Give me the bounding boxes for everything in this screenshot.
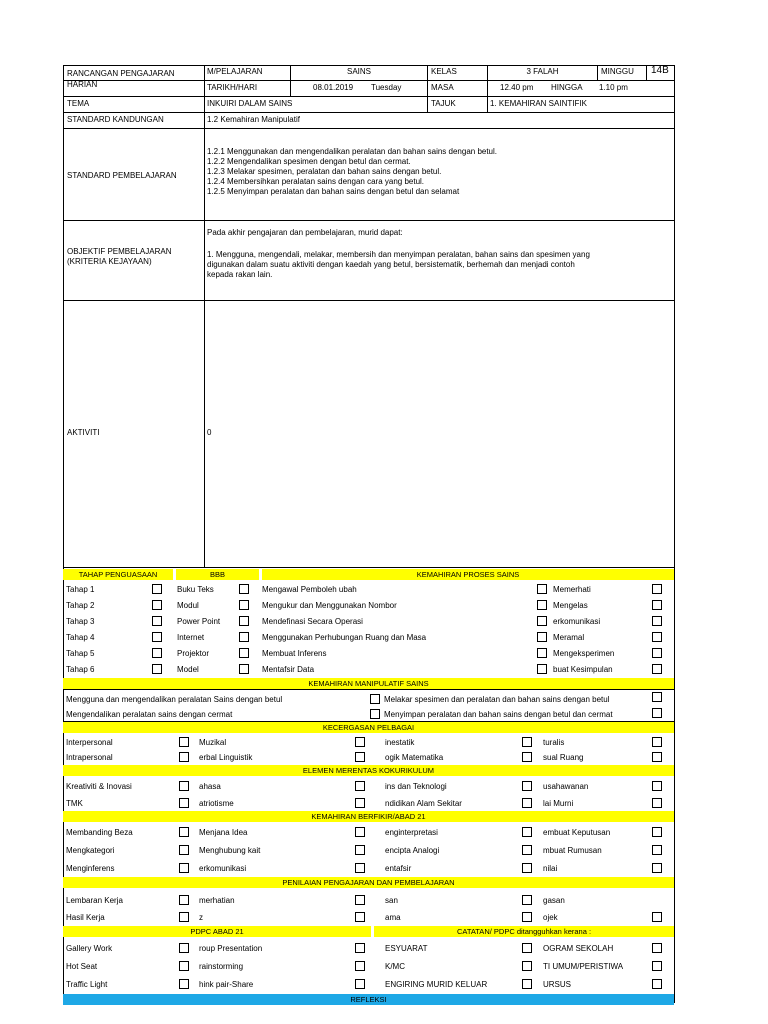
kbat-checkbox[interactable] xyxy=(522,863,532,873)
pdpc-checkbox[interactable] xyxy=(355,943,365,953)
kecergasan-item: Interpersonal xyxy=(66,738,113,747)
bbb-checkbox[interactable] xyxy=(239,584,249,594)
penilaian-item: merhatian xyxy=(199,896,235,905)
kps-checkbox[interactable] xyxy=(537,584,547,594)
tahap-checkbox[interactable] xyxy=(152,632,162,642)
kps-checkbox[interactable] xyxy=(537,632,547,642)
objective-intro: Pada akhir pengajaran dan pembelajaran, murid dapat: xyxy=(207,228,403,237)
kps-checkbox[interactable] xyxy=(537,648,547,658)
eme-item: ins dan Teknologi xyxy=(385,782,447,791)
kecergasan-item: Intrapersonal xyxy=(66,753,113,762)
sp-label: STANDARD PEMBELAJARAN xyxy=(67,171,177,180)
pdpc-item: rainstorming xyxy=(199,962,244,971)
bbb-item: Buku Teks xyxy=(177,585,214,594)
kecergasan-item: erbal Linguistik xyxy=(199,753,253,762)
tahap-item: Tahap 2 xyxy=(66,601,95,610)
objective-label: OBJEKTIF PEMBELAJARAN xyxy=(67,247,172,256)
date-label: TARIKH/HARI xyxy=(207,83,258,92)
kbat-band: KEMAHIRAN BERFIKIR/ABAD 21 xyxy=(63,811,674,822)
eme-band: ELEMEN MERENTAS KOKURIKULUM xyxy=(63,765,674,776)
kbat-checkbox[interactable] xyxy=(522,827,532,837)
bbb-checkbox[interactable] xyxy=(239,600,249,610)
kbat-item: embuat Keputusan xyxy=(543,828,611,837)
kbat-item: nilai xyxy=(543,864,558,873)
kps-item: Memerhati xyxy=(553,585,591,594)
sp-line: 1.2.2 Mengendalikan spesimen dengan betul dan cermat. xyxy=(207,157,411,166)
date-value: 08.01.2019 xyxy=(313,83,354,92)
penilaian-item: Lembaran Kerja xyxy=(66,896,123,905)
kms-item: Mengguna dan mengendalikan peralatan Sains dengan betul xyxy=(66,695,283,704)
kecergasan-checkbox[interactable] xyxy=(522,737,532,747)
tahap-item: Tahap 4 xyxy=(66,633,95,642)
penilaian-checkbox[interactable] xyxy=(179,912,189,922)
kps-item: Mengukur dan Menggunakan Nombor xyxy=(262,601,397,610)
catatan-checkbox[interactable] xyxy=(522,943,532,953)
kps-checkbox[interactable] xyxy=(537,600,547,610)
catatan-item: K/MC xyxy=(385,962,405,971)
kbat-item: Membanding Beza xyxy=(66,828,133,837)
eme-item: atriotisme xyxy=(199,799,234,808)
kbat-checkbox[interactable] xyxy=(522,845,532,855)
pdpc-item: roup Presentation xyxy=(199,944,263,953)
sp-line: 1.2.1 Menggunakan dan mengendalikan peralatan dan bahan sains dengan betul. xyxy=(207,147,498,156)
kbat-checkbox[interactable] xyxy=(355,827,365,837)
kecergasan-checkbox[interactable] xyxy=(179,737,189,747)
day-value: Tuesday xyxy=(371,83,402,92)
bbb-checkbox[interactable] xyxy=(239,664,249,674)
kms-checkbox[interactable] xyxy=(652,708,662,718)
kms-item: Mengendalikan peralatan sains dengan cermat xyxy=(66,710,233,719)
pdpc-item: hink pair-Share xyxy=(199,980,254,989)
kbat-item: Menghubung kait xyxy=(199,846,261,855)
week-value: 14B xyxy=(651,65,669,76)
bbb-checkbox[interactable] xyxy=(239,632,249,642)
eme-checkbox[interactable] xyxy=(355,781,365,791)
eme-checkbox[interactable] xyxy=(522,781,532,791)
kbat-checkbox[interactable] xyxy=(355,863,365,873)
kps-item: Mendefinasi Secara Operasi xyxy=(262,617,363,626)
activity-value: 0 xyxy=(207,428,212,437)
kbat-checkbox[interactable] xyxy=(652,845,662,855)
penilaian-item: gasan xyxy=(543,896,565,905)
activity-label: AKTIVITI xyxy=(67,428,100,437)
sp-line: 1.2.4 Membersihkan peralatan sains dengan cara yang betul. xyxy=(207,177,425,186)
penilaian-checkbox[interactable] xyxy=(652,912,662,922)
sk-value: 1.2 Kemahiran Manipulatif xyxy=(207,115,300,124)
kps-item: Membuat Inferens xyxy=(262,649,327,658)
kps-checkbox[interactable] xyxy=(537,616,547,626)
sk-label: STANDARD KANDUNGAN xyxy=(67,115,164,124)
kbat-checkbox[interactable] xyxy=(355,845,365,855)
tahap-checkbox[interactable] xyxy=(152,584,162,594)
bbb-item: Projektor xyxy=(177,649,210,658)
eme-item: usahawanan xyxy=(543,782,589,791)
tahap-checkbox[interactable] xyxy=(152,648,162,658)
kbat-item: Mengkategori xyxy=(66,846,115,855)
eme-checkbox[interactable] xyxy=(652,781,662,791)
kbat-item: mbuat Rumusan xyxy=(543,846,602,855)
catatan-checkbox[interactable] xyxy=(652,979,662,989)
penilaian-item: ojek xyxy=(543,913,558,922)
kecergasan-item: ogik Matematika xyxy=(385,753,444,762)
kecergasan-item: sual Ruang xyxy=(543,753,584,762)
refleksi-band: REFLEKSI xyxy=(63,994,674,1005)
kbat-item: encipta Analogi xyxy=(385,846,440,855)
penilaian-checkbox[interactable] xyxy=(522,895,532,905)
time-label: MASA xyxy=(431,83,454,92)
pdpc-checkbox[interactable] xyxy=(355,979,365,989)
subject-label: M/PELAJARAN xyxy=(207,67,263,76)
bbb-band: BBB xyxy=(176,569,259,580)
objective-line: kepada rakan lain. xyxy=(207,270,273,279)
time-separator: HINGGA xyxy=(551,83,583,92)
kps-item: Mentafsir Data xyxy=(262,665,315,674)
eme-checkbox[interactable] xyxy=(179,798,189,808)
kms-item: Melakar spesimen dan peralatan dan bahan sains dengan betul xyxy=(384,695,610,704)
theme-label: TEMA xyxy=(67,99,90,108)
kps-item: Mengawal Pemboleh ubah xyxy=(262,585,357,594)
time-start: 12.40 pm xyxy=(500,83,534,92)
class-label: KELAS xyxy=(431,67,457,76)
pdpc-checkbox[interactable] xyxy=(179,961,189,971)
kps-item: Mengeksperimen xyxy=(553,649,615,658)
pdpc-band: PDPC ABAD 21 xyxy=(63,926,371,937)
kecergasan-checkbox[interactable] xyxy=(355,752,365,762)
kbat-item: enginterpretasi xyxy=(385,828,438,837)
kecergasan-checkbox[interactable] xyxy=(522,752,532,762)
rph-label: RANCANGAN PENGAJARAN HARIAN xyxy=(67,69,175,89)
eme-item: TMK xyxy=(66,799,83,808)
kbat-checkbox[interactable] xyxy=(179,827,189,837)
pdpc-item: Hot Seat xyxy=(66,962,98,971)
kps-item: Meramal xyxy=(553,633,585,642)
kms-band: KEMAHIRAN MANIPULATIF SAINS xyxy=(63,678,674,689)
pdpc-checkbox[interactable] xyxy=(355,961,365,971)
catatan-checkbox[interactable] xyxy=(652,961,662,971)
eme-item: Kreativiti & Inovasi xyxy=(66,782,132,791)
objective-label-sub: (KRITERIA KEJAYAAN) xyxy=(67,257,152,266)
kbat-checkbox[interactable] xyxy=(179,845,189,855)
kbat-checkbox[interactable] xyxy=(179,863,189,873)
kps-checkbox[interactable] xyxy=(652,600,662,610)
kbat-checkbox[interactable] xyxy=(652,863,662,873)
kps-item: Menggunakan Perhubungan Ruang dan Masa xyxy=(262,633,427,642)
kbat-item: erkomunikasi xyxy=(199,864,247,873)
catatan-checkbox[interactable] xyxy=(522,961,532,971)
pdpc-item: Gallery Work xyxy=(66,944,113,953)
kbat-item: entafsir xyxy=(385,864,412,873)
kps-band: KEMAHIRAN PROSES SAINS xyxy=(262,569,674,580)
penilaian-checkbox[interactable] xyxy=(522,912,532,922)
objective-line: digunakan dalam suatu aktiviti dengan kaedah yang betul, bersistematik, berhemah dan menjadi contoh xyxy=(207,260,575,269)
objective-line: 1. Mengguna, mengendali, melakar, membersih dan menyimpan peralatan, bahan sains dan spesimen yang xyxy=(207,250,590,259)
penilaian-item: Hasil Kerja xyxy=(66,913,105,922)
topic-label: TAJUK xyxy=(431,99,456,108)
theme-value: INKUIRI DALAM SAINS xyxy=(207,99,293,108)
sp-line: 1.2.3 Melakar spesimen, peralatan dan bahan sains dengan betul. xyxy=(207,167,442,176)
kps-checkbox[interactable] xyxy=(652,648,662,658)
kecergasan-checkbox[interactable] xyxy=(179,752,189,762)
bbb-item: Power Point xyxy=(177,617,221,626)
catatan-item: URSUS xyxy=(543,980,572,989)
eme-item: ndidikan Alam Sekitar xyxy=(385,799,462,808)
kps-checkbox[interactable] xyxy=(537,664,547,674)
tahap-item: Tahap 5 xyxy=(66,649,95,658)
catatan-checkbox[interactable] xyxy=(522,979,532,989)
kms-item: Menyimpan peralatan dan bahan sains dengan betul dan cermat xyxy=(384,710,613,719)
kbat-checkbox[interactable] xyxy=(652,827,662,837)
eme-item: lai Murni xyxy=(543,799,574,808)
eme-checkbox[interactable] xyxy=(652,798,662,808)
topic-value: 1. KEMAHIRAN SAINTIFIK xyxy=(490,99,587,108)
kps-item: Mengelas xyxy=(553,601,588,610)
kps-checkbox[interactable] xyxy=(652,632,662,642)
week-label: MINGGU xyxy=(601,67,634,76)
penilaian-checkbox[interactable] xyxy=(355,912,365,922)
catatan-item: TI UMUM/PERISTIWA xyxy=(543,962,624,971)
bbb-checkbox[interactable] xyxy=(239,648,249,658)
penilaian-checkbox[interactable] xyxy=(355,895,365,905)
kms-checkbox[interactable] xyxy=(370,709,380,719)
time-end: 1.10 pm xyxy=(599,83,628,92)
tahap-item: Tahap 6 xyxy=(66,665,95,674)
class-value: 3 FALAH xyxy=(526,67,559,76)
tahap-band: TAHAP PENGUASAAN xyxy=(63,569,173,580)
sp-line: 1.2.5 Menyimpan peralatan dan bahan sains dengan betul dan selamat xyxy=(207,187,460,196)
bbb-item: Modul xyxy=(177,601,199,610)
penilaian-item: ama xyxy=(385,913,401,922)
catatan-item: ESYUARAT xyxy=(385,944,428,953)
eme-checkbox[interactable] xyxy=(355,798,365,808)
kbat-item: Menginferens xyxy=(66,864,115,873)
bbb-checkbox[interactable] xyxy=(239,616,249,626)
kecergasan-item: Muzikal xyxy=(199,738,227,747)
kecergasan-checkbox[interactable] xyxy=(652,752,662,762)
catatan-checkbox[interactable] xyxy=(652,943,662,953)
eme-checkbox[interactable] xyxy=(179,781,189,791)
penilaian-item: san xyxy=(385,896,398,905)
kps-checkbox[interactable] xyxy=(652,616,662,626)
tahap-checkbox[interactable] xyxy=(152,600,162,610)
kbat-item: Menjana Idea xyxy=(199,828,248,837)
penilaian-band: PENILAIAN PENGAJARAN DAN PEMBELAJARAN xyxy=(63,877,674,888)
kecergasan-item: inestatik xyxy=(385,738,415,747)
catatan-item: OGRAM SEKOLAH xyxy=(543,944,614,953)
kms-checkbox[interactable] xyxy=(370,694,380,704)
pdpc-item: Traffic Light xyxy=(66,980,108,989)
kps-item: erkomunikasi xyxy=(553,617,601,626)
kms-checkbox[interactable] xyxy=(652,692,662,702)
eme-item: ahasa xyxy=(199,782,221,791)
kecergasan-band: KECERGASAN PELBAGAI xyxy=(63,722,674,733)
kps-checkbox[interactable] xyxy=(652,664,662,674)
eme-checkbox[interactable] xyxy=(522,798,532,808)
kecergasan-checkbox[interactable] xyxy=(355,737,365,747)
penilaian-item: z xyxy=(199,913,203,922)
kps-item: buat Kesimpulan xyxy=(553,665,613,674)
tahap-checkbox[interactable] xyxy=(152,616,162,626)
penilaian-checkbox[interactable] xyxy=(179,895,189,905)
subject-value: SAINS xyxy=(346,67,371,76)
bbb-item: Model xyxy=(177,665,199,674)
kecergasan-checkbox[interactable] xyxy=(652,737,662,747)
bbb-item: Internet xyxy=(177,633,205,642)
kps-checkbox[interactable] xyxy=(652,584,662,594)
tahap-item: Tahap 1 xyxy=(66,585,95,594)
tahap-item: Tahap 3 xyxy=(66,617,95,626)
catatan-band: CATATAN/ PDPC ditangguhkan kerana : xyxy=(374,926,674,937)
catatan-item: ENGIRING MURID KELUAR xyxy=(385,980,488,989)
pdpc-checkbox[interactable] xyxy=(179,979,189,989)
pdpc-checkbox[interactable] xyxy=(179,943,189,953)
kecergasan-item: turalis xyxy=(543,738,565,747)
tahap-checkbox[interactable] xyxy=(152,664,162,674)
